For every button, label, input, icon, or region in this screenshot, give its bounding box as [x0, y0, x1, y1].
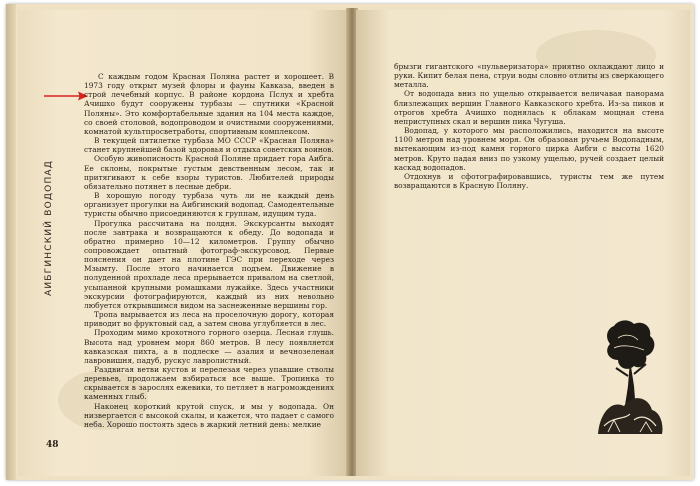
paragraph: Тропа вырывается из леса на проселочную дорогу, которая приводит во фруктовый сад, а затем снова углубляется в лес.: [84, 310, 334, 329]
tree-rock-illustration: [594, 316, 666, 434]
right-page-text: [394, 62, 664, 190]
cover-edge: [6, 4, 16, 480]
paragraph: Прогулка рассчитана на полдня. Экскурсанты выходят после завтрака и возвращаются к обеду. До водопада и обратно примерно 10—12 километров. Группу обычно сопровождает опытный фотограф-экскурсовод. Первые пояснения он дает на плотине ГЭС при переходе через Мзымту. После этого начинается подъем. Движение в полуденной прохладе леса прерывается привалом на светлой, усыпанной крупными ромашками лужайке. Здесь участники экскурсии фотографируются, каждый из них невольно любуется открывшимся видом на заснеженные вершины гор.: [84, 218, 334, 310]
left-page: [18, 10, 348, 476]
left-page-text: [84, 72, 334, 429]
running-head: АИБГИНСКИЙ ВОДОПАД: [44, 160, 54, 296]
paragraph: Особую живописность Красной Поляне придает гора Аибга. Ее склоны, покрытые густым девственным лесом, так и притягивают к себе взоры туристов. Любителей природы обязательно потянет в лесные дебри.: [84, 154, 334, 191]
paragraph: Проходим мимо крохотного горного озерца. Лесная глушь. Высота над уровнем моря 860 метров. В лесу появляется кавказская пихта, а в подлеске — азалия и вечнозеленая лавровишня, падуб, рускус лавролистный.: [84, 328, 334, 365]
page-number: 48: [46, 440, 59, 450]
paragraph: В текущей пятилетке турбаза МО СССР «Красная Поляна» станет крупнейшей базой здоровья и отдыха советских воинов.: [84, 136, 334, 155]
paragraph: Раздвигая ветви кустов и перелезая через упавшие стволы деревьев, продолжаем взбираться все выше. Тропинка то скрывается в зарослях ежевики, то петляет в нагромождениях каменных глыб.: [84, 365, 334, 402]
paragraph: Наконец короткий крутой спуск, и мы у водопада. Он низвергается с высокой скалы, и кажется, что падает с самого неба. Хорошо постоять здесь в жаркий летний день: мелкие: [84, 401, 334, 429]
paragraph: С каждым годом Красная Поляна растет и хорошеет. В 1973 году открыт музей флоры и фауны Кавказа, введен в строй лечебный корпус. В районе кордона Пслух и хребта Ачишхо будут сооружены турбазы — спутники «Красной Поляны». Это комфортабельные здания на 104 места каждое, со своей столовой, водопроводом и очистными сооружениями, комнатой культпросветработы, спортивным комплексом.: [84, 72, 334, 136]
paragraph: От водопада вниз по ущелью открывается величавая панорама близлежащих вершин Главного Кавказского хребта. Из-за пиков и отрогов хребта Ачишхо поднялась к облакам мощная стена неприступных скал и вершин пика Чугуша.: [394, 89, 664, 126]
paragraph: брызги гигантского «пульверизатора» приятно охлаждают лицо и руки. Кипит белая пена, струи воды словно отлиты из сверкающего металла.: [394, 62, 664, 90]
book-spread: [6, 4, 694, 480]
paragraph: Водопад, у которого мы расположились, находится на высоте 1100 метров над уровнем моря. Он образован ручьем Водопадным, вытекающим из-под камня горного цирка Аибги с высоты 1620 метров. Круто падая вниз по узкому ущелью, ручей создает целый каскад водопадов.: [394, 126, 664, 172]
right-page: [356, 10, 690, 476]
red-arrow-icon: [44, 90, 88, 102]
paragraph: Отдохнув и сфотографировавшись, туристы тем же путем возвращаются в Красную Поляну.: [394, 171, 664, 191]
paragraph: В хорошую погоду турбаза чуть ли не каждый день организует прогулки на Аибгинский водопад. Самодеятельные туристы обычно присоединяются к группам, идущим туда.: [84, 191, 334, 219]
